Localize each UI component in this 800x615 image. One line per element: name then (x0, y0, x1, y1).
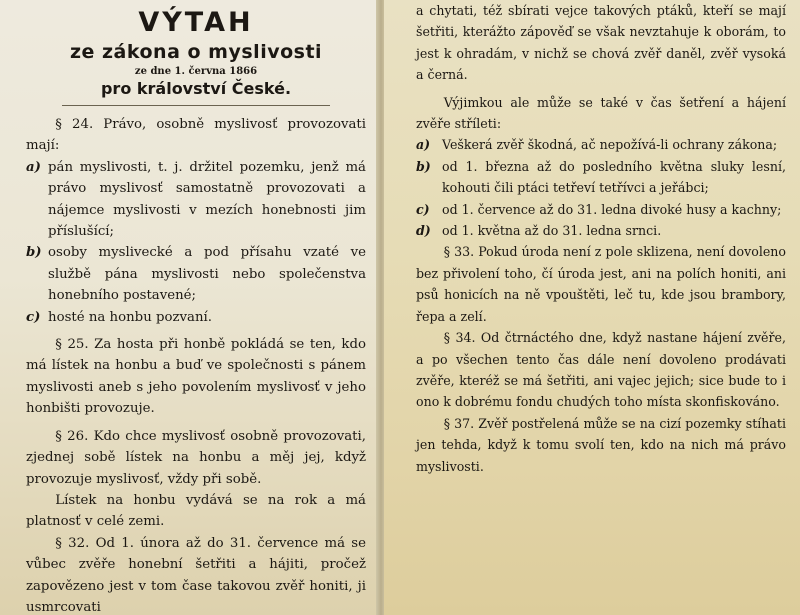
section-33: § 33. Pokud úroda není z pole sklizena, není dovoleno bez přivolení toho, čí úroda jest, ani na polích honiti, ani psů honicích na ně vpouštěti, leč tu, kde jsou brambory, řepa a zelí. (416, 244, 786, 324)
section-24-item-b (26, 242, 366, 306)
right-page (384, 0, 800, 615)
section-32: § 32. Od 1. února až do 31. července má se vůbec zvěře honební šetřiti a hájiti, pročež zapovězeno jest v tom čase takovou zvěř honiti, ji usmrcovati (26, 535, 366, 615)
left-page (0, 0, 378, 615)
item-label: b) (26, 245, 42, 261)
item-text: pán myslivosti, t. j. držitel pozemku, jenž má právo myslivosť samostatně provozovati a nájemce myslivosti v mezích honebnosti jim příslušící; (48, 159, 366, 240)
section-24-intro: § 24. Právo, osobně myslivosť provozovati mají: (26, 117, 366, 154)
item-text: od 1. července až do 31. ledna divoké husy a kachny; (442, 201, 782, 217)
section-25: § 25. Za hosta při honbě pokládá se ten, kdo má lístek na honbu a buď ve společnosti s pánem myslivosti aneb s jeho povolením myslivosť v jeho honbišti provozuje. (26, 337, 366, 417)
section-24-item-c (26, 307, 366, 328)
item-label: d) (416, 223, 431, 239)
section-32-continued: a chytati, též sbírati vejce takových ptáků, kteří se mají šetřiti, kterážto zápověď se však nevztahuje k oborám, to jest k ohradám, v nichž se chová zvěř daněl, zvěř vysoká a černá. (416, 3, 786, 83)
exception-item-a (416, 134, 786, 155)
exception-item-b (416, 156, 786, 199)
law-date: ze dne 1. června 1866 (134, 66, 258, 77)
exception-item-d (416, 220, 786, 241)
section-37: § 37. Zvěř postřelená může se na cizí pozemky stíhati jen tehda, když k tomu svolí ten, kdo na nich má právo myslivosti. (416, 415, 786, 474)
item-label: a) (416, 137, 431, 153)
item-text: Veškerá zvěř škodná, ač nepožívá-li ochrany zákona; (442, 137, 778, 153)
subtitle: ze zákona o myslivosti (69, 41, 323, 63)
page-title: VÝTAH (138, 7, 254, 38)
section-24-item-a (26, 157, 366, 243)
divider (62, 105, 330, 106)
item-text: od 1. března až do posledního května sluky lesní, kohouti čili ptáci tetřeví tetřívci a jeřábci; (442, 158, 786, 196)
item-label: c) (416, 201, 430, 217)
item-label: a) (26, 159, 41, 175)
exception-item-c (416, 199, 786, 220)
exceptions-intro: Výjimkou ale může se také v čas šetření a hájení zvěře stříleti: (416, 94, 786, 132)
realm-heading: pro království České. (100, 79, 292, 98)
item-text: od 1. května až do 31. ledna srnci. (442, 223, 662, 239)
item-text: osoby myslivecké a pod přísahu vzaté ve službě pána myslivosti nebo společenstva honebního postavené; (48, 245, 366, 304)
section-26: § 26. Kdo chce myslivosť osobně provozovati, zjednej sobě lístek na honbu a měj jej, když provozuje myslivosť, vždy při sobě. (26, 428, 366, 487)
section-26-note: Lístek na honbu vydává se na rok a má platnosť v celé zemi. (26, 492, 366, 530)
item-label: b) (416, 158, 431, 174)
item-text: hosté na honbu pozvaní. (48, 309, 212, 325)
item-label: c) (26, 309, 41, 325)
section-34: § 34. Od čtrnáctého dne, když nastane hájení zvěře, a po všechen tento čas dále není dovoleno prodávati zvěře, kteréž se má šetřiti, ani vajec jejich; sice bude to i ono k dobrému fondu chudých toho místa skonfiskováno. (416, 330, 786, 410)
